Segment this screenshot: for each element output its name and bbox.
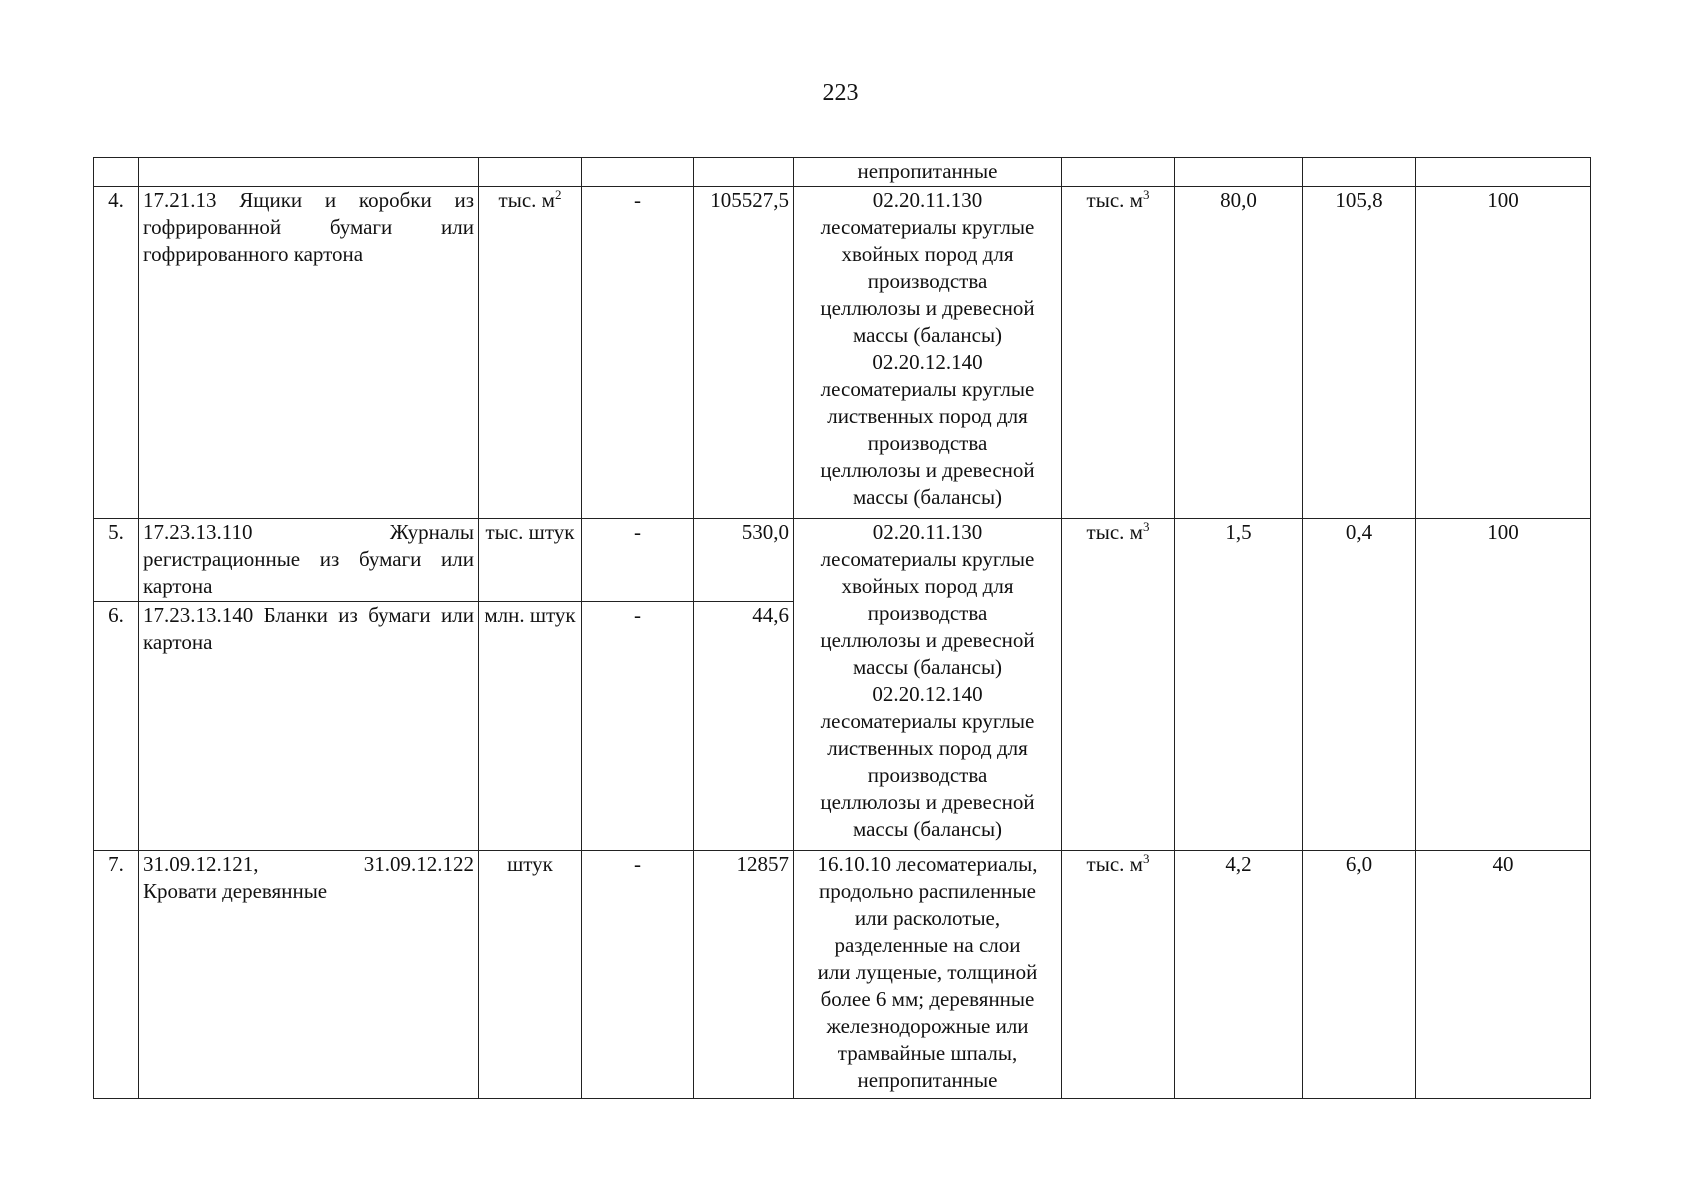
product-title: Журналы [389,520,474,544]
material-line: 02.20.11.130 [872,188,983,212]
product-unit: штук [479,851,582,1099]
table-row [94,187,1591,519]
page-number: 223 [822,80,859,106]
material-line: целлюлозы и древесной [820,296,1035,320]
material-unit: тыс. $м^3$ [1062,519,1175,851]
volume-cell: 105527,5 [694,187,794,519]
material-line: непропитанные [857,1068,998,1092]
material-unit: тыс. $м^3$ [1062,187,1175,519]
material-line: производства [867,601,988,625]
material-line: разделенные на слои [834,933,1021,957]
cell-empty [694,158,794,187]
product-unit: тыс. $м^2$ [479,187,582,519]
value-1: 1,5 [1175,519,1303,851]
material-line: целлюлозы и древесной [820,458,1035,482]
material-line: 02.20.12.140 [872,682,983,706]
product-name: 17.21.13 Ящики и коробки из гофрированной бумаги или гофрированного картона [139,187,479,519]
material-line: более 6 мм; деревянные [820,987,1035,1011]
table-row [94,519,1591,602]
value-2: 105,8 [1303,187,1416,519]
data-table [93,157,1591,1099]
material-description [794,519,1062,851]
product-name [139,851,479,1099]
dash-cell: - [582,602,694,851]
product-code-2: 31.09.12.122 [363,852,474,876]
material-line: 16.10.10 лесоматериалы, [817,852,1038,876]
dash-cell: - [582,187,694,519]
value-1: 80,0 [1175,187,1303,519]
material-line: целлюлозы и древесной [820,790,1035,814]
value-2: 0,4 [1303,519,1416,851]
material-unit: тыс. $м^3$ [1062,851,1175,1099]
material-line: массы (балансы) [852,817,1003,841]
value-3: 40 [1416,851,1591,1099]
value-3: 100 [1416,519,1591,851]
cell-empty [94,158,139,187]
cell-empty [1416,158,1591,187]
dash-cell: - [582,519,694,602]
value-3: 100 [1416,187,1591,519]
material-line: 02.20.12.140 [872,350,983,374]
material-line: производства [867,763,988,787]
row-number: 7. [94,851,139,1099]
material-line: лесоматериалы круглые [820,547,1035,571]
continuation-text: непропитанные [794,158,1062,187]
material-line: хвойных пород для [841,574,1014,598]
row-number: 5. [94,519,139,602]
cell-empty [139,158,479,187]
material-description [794,187,1062,519]
row-number: 4. [94,187,139,519]
material-line: трамвайные шпалы, [837,1041,1018,1065]
material-line: лесоматериалы круглые [820,377,1035,401]
material-line: массы (балансы) [852,485,1003,509]
volume-cell: 44,6 [694,602,794,851]
product-code: 17.23.13.110 [143,520,253,544]
material-line: массы (балансы) [852,655,1003,679]
cell-empty [1303,158,1416,187]
material-description [794,851,1062,1099]
product-name: 17.23.13.140 Бланки из бумаги или картона [139,602,479,851]
material-line: 02.20.11.130 [872,520,983,544]
product-name-rest: регистрационные из бумаги или картона [143,547,474,598]
table-row [94,851,1591,1099]
value-1: 4,2 [1175,851,1303,1099]
material-line: хвойных пород для [841,242,1014,266]
material-line: лиственных пород для [827,404,1028,428]
dash-cell: - [582,851,694,1099]
material-line: или лущеные, толщиной [817,960,1038,984]
material-line: массы (балансы) [852,323,1003,347]
cell-empty [479,158,582,187]
material-line: продольно распиленные [819,879,1036,903]
material-line: производства [867,431,988,455]
material-line: лесоматериалы круглые [820,215,1035,239]
material-line: производства [867,269,988,293]
material-line: целлюлозы и древесной [820,628,1035,652]
product-unit: млн. штук [479,602,582,851]
continuation-row [94,158,1591,187]
product-name [139,519,479,602]
product-unit: тыс. штук [479,519,582,602]
material-line: лиственных пород для [827,736,1028,760]
cell-empty [582,158,694,187]
material-line: лесоматериалы круглые [820,709,1035,733]
product-code: 31.09.12.121, [143,852,259,876]
value-2: 6,0 [1303,851,1416,1099]
material-line: железнодорожные или [826,1014,1029,1038]
volume-cell: 12857 [694,851,794,1099]
volume-cell: 530,0 [694,519,794,602]
material-line: или расколотые, [854,906,1001,930]
cell-empty [1062,158,1175,187]
product-name-rest: Кровати деревянные [143,879,328,903]
cell-empty [1175,158,1303,187]
row-number: 6. [94,602,139,851]
